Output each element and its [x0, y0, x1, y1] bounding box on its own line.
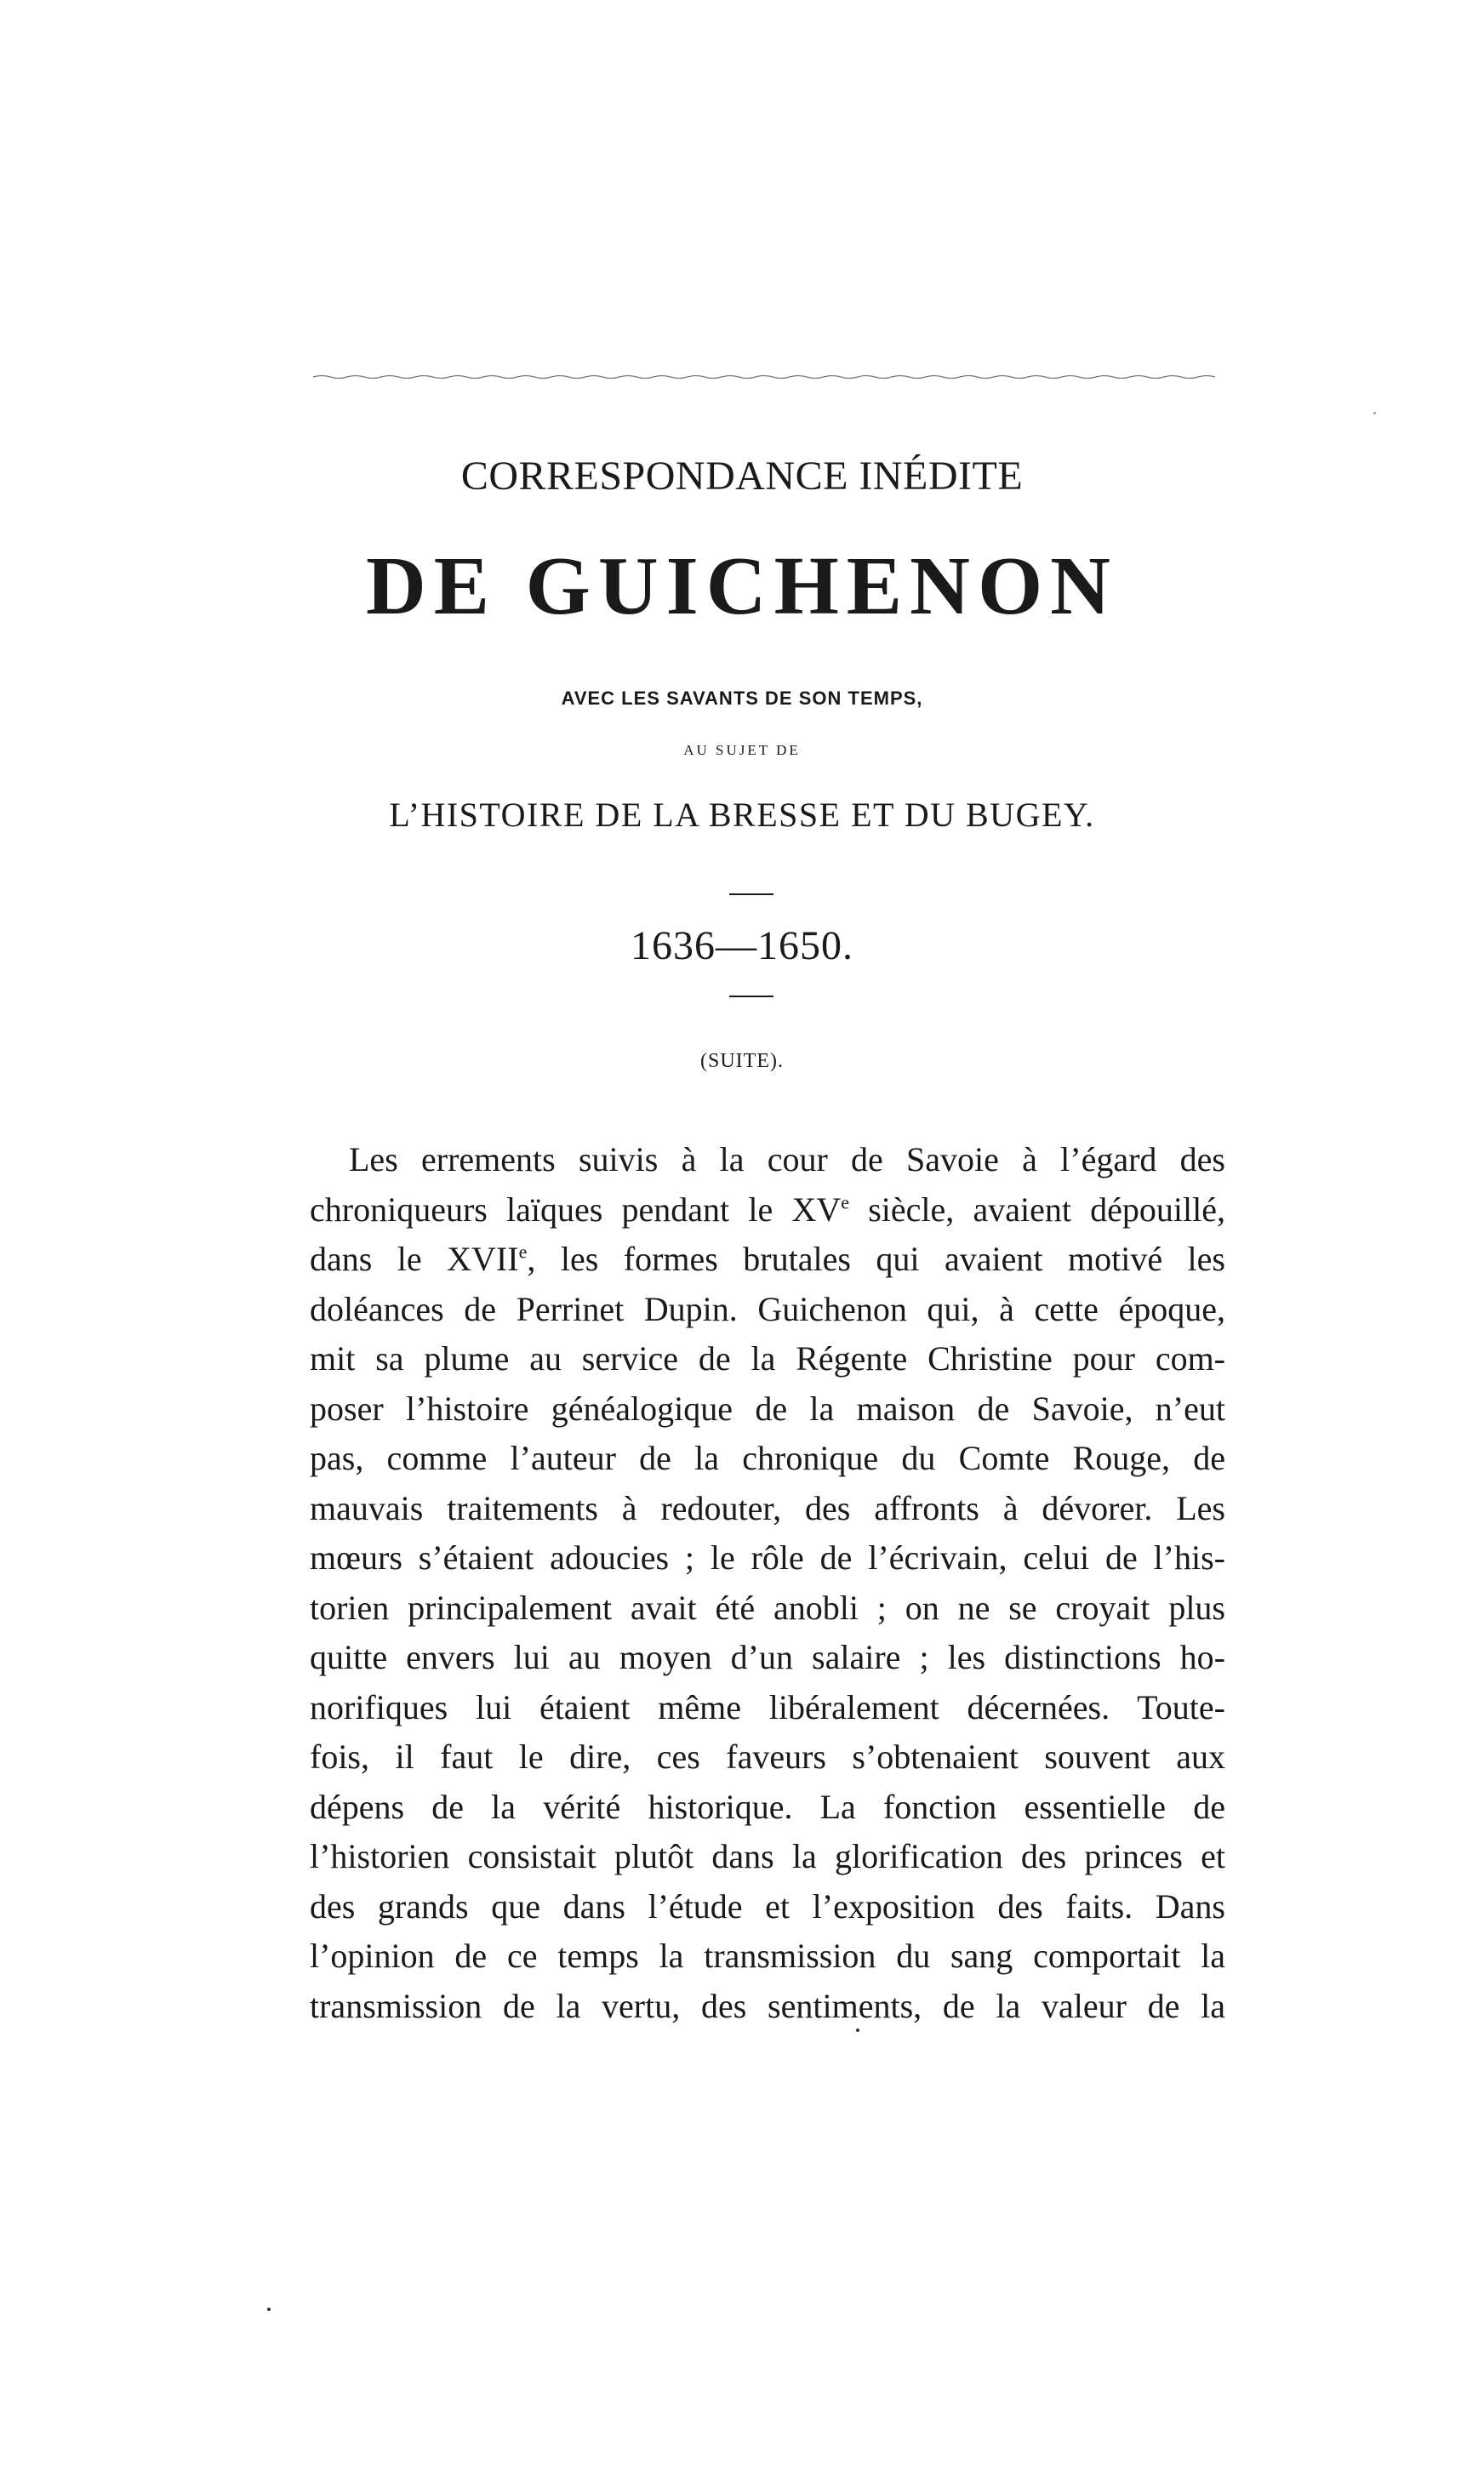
superscript: e — [841, 1191, 849, 1213]
text-line: mauvais traitements à redouter, des affronts à dévorer. Les — [310, 1488, 1225, 1527]
text-line: des grands que dans l’étude et l’exposition des faits. Dans — [310, 1886, 1225, 1926]
text-fragment: dans le XVII — [310, 1240, 519, 1278]
text-fragment: chroniqueurs laïques pendant le XV — [310, 1190, 842, 1229]
top-ornamental-rule — [313, 374, 1215, 379]
superscript: e — [518, 1241, 528, 1263]
text-line: l’opinion de ce temps la transmission du sang comportait la — [310, 1937, 1225, 1975]
text-line — [310, 1185, 1225, 1235]
ink-speck — [267, 2308, 271, 2311]
text-fragment: , les formes brutales qui avaient motivé les — [527, 1240, 1225, 1278]
text-line: fois, il faut le dire, ces faveurs s’obtenaient souvent aux — [310, 1738, 1225, 1776]
ink-speck — [856, 2029, 859, 2032]
ink-speck — [1373, 412, 1376, 414]
subtitle-au-sujet: AU SUJET DE — [683, 742, 801, 758]
subtitle-histoire: L’HISTOIRE DE LA BRESSE ET DU BUGEY. — [389, 796, 1095, 834]
text-line: transmission de la vertu, des sentiments, de la valeur de la — [310, 1986, 1225, 2025]
text-fragment: siècle, avaient dépouillé, — [849, 1190, 1226, 1229]
text-line: poser l’histoire généalogique de la maison de Savoie, n’eut — [310, 1389, 1225, 1428]
text-line: mœurs s’étaient adoucies ; le rôle de l’écrivain, celui de l’his- — [310, 1538, 1225, 1577]
text-line: quitte envers lui au moyen d’un salaire ; les distinctions ho- — [310, 1638, 1225, 1676]
text-line: norifiques lui étaient même libéralement décernées. Toute- — [310, 1687, 1225, 1726]
title-small: CORRESPONDANCE INÉDITE — [460, 454, 1024, 499]
text-line: pas, comme l’auteur de la chronique du Comte Rouge, de — [310, 1439, 1225, 1477]
text-line: mit sa plume au service de la Régente Christine pour com- — [310, 1339, 1225, 1378]
text-line: dépens de la vérité historique. La fonction essentielle de — [310, 1787, 1225, 1826]
text-line — [310, 1235, 1225, 1285]
text-line: Les errements suivis à la cour de Savoie à l’égard des — [349, 1140, 1225, 1178]
text-line: torien principalement avait été anobli ; on ne se croyait plus — [310, 1588, 1225, 1627]
suite-label: (SUITE). — [700, 1050, 784, 1072]
title-large: DE GUICHENON — [366, 540, 1118, 632]
text-line: l’historien consistait plutôt dans la glorification des princes et — [310, 1837, 1225, 1875]
separator-dash-bottom — [729, 996, 773, 997]
date-range: 1636—1650. — [631, 923, 853, 968]
body-paragraph — [310, 1135, 1225, 2031]
separator-dash-top — [729, 893, 773, 895]
text-line: doléances de Perrinet Dupin. Guichenon qui, à cette époque, — [310, 1289, 1225, 1328]
subtitle-savants: AVEC LES SAVANTS DE SON TEMPS, — [561, 688, 923, 709]
